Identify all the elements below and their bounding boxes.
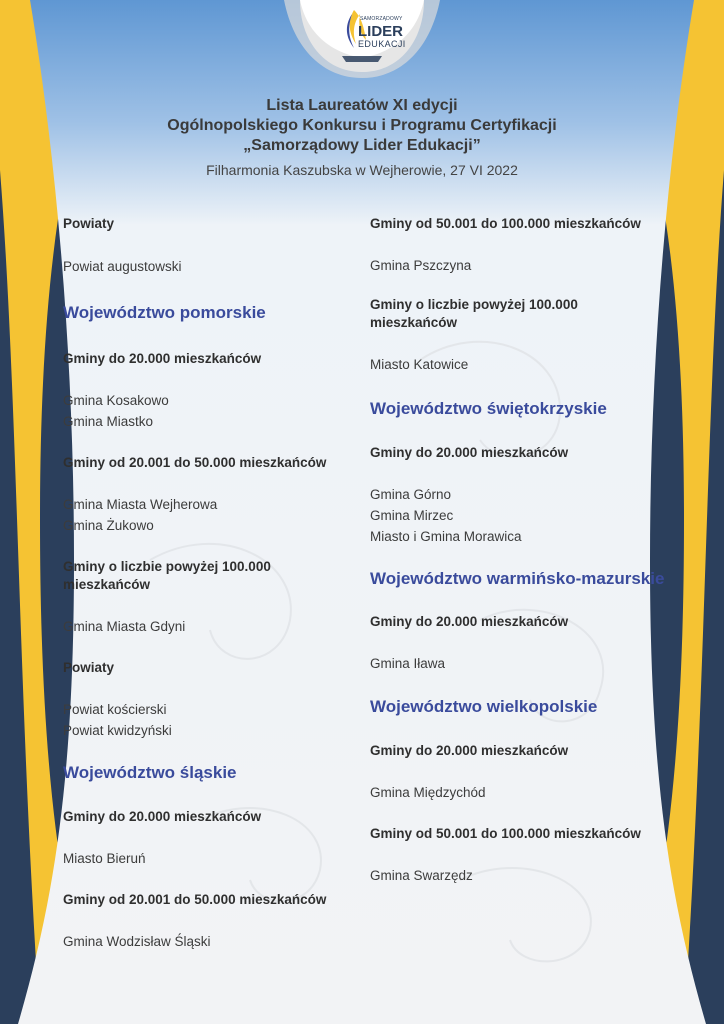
- laureate-item: Gmina Iława: [370, 656, 446, 671]
- laureate-item: Miasto Bieruń: [63, 851, 146, 866]
- laureate-item: Gmina Swarzędz: [370, 868, 473, 883]
- region-heading: Województwo warmińsko-mazurskie: [370, 569, 665, 588]
- laureate-item: Gmina Pszczyna: [370, 258, 472, 273]
- category-heading: Gminy o liczbie powyżej 100.000: [63, 559, 271, 574]
- category-heading: Gminy do 20.000 mieszkańców: [63, 809, 262, 824]
- laureate-item: Miasto i Gmina Morawica: [370, 529, 522, 544]
- laureate-item: Gmina Miasta Gdyni: [63, 619, 186, 634]
- logo-text-sub: EDUKACJI: [358, 39, 406, 49]
- category-heading: Gminy do 20.000 mieszkańców: [370, 743, 569, 758]
- category-heading: Gminy do 20.000 mieszkańców: [370, 614, 569, 629]
- category-heading: Gminy o liczbie powyżej 100.000: [370, 297, 578, 312]
- title-line-2: Ogólnopolskiego Konkursu i Programu Certyfikacji: [167, 117, 557, 134]
- category-heading: mieszkańców: [370, 315, 458, 330]
- category-heading: Gminy do 20.000 mieszkańców: [63, 351, 262, 366]
- title-line-3: „Samorządowy Lider Edukacji”: [243, 137, 481, 154]
- logo-text-main: LIDER: [358, 23, 403, 40]
- subtitle: Filharmonia Kaszubska w Wejherowie, 27 VI 2022: [206, 162, 518, 178]
- laureate-item: Gmina Mirzec: [370, 508, 454, 523]
- category-heading: Gminy od 50.001 do 100.000 mieszkańców: [370, 826, 641, 841]
- laureate-item: Gmina Wodzisław Śląski: [63, 934, 211, 949]
- laureate-item: Powiat augustowski: [63, 259, 182, 274]
- left-column: [63, 215, 363, 952]
- title-line-1: Lista Laureatów XI edycji: [266, 97, 458, 114]
- category-heading: Powiaty: [63, 216, 115, 231]
- category-heading: mieszkańców: [63, 577, 151, 592]
- laureate-item: Gmina Międzychód: [370, 785, 486, 800]
- region-heading: Województwo świętokrzyskie: [370, 399, 607, 418]
- region-heading: Województwo śląskie: [63, 763, 237, 782]
- region-heading: Województwo pomorskie: [63, 303, 266, 322]
- laureate-item: Powiat kościerski: [63, 702, 167, 717]
- right-column: [370, 215, 670, 886]
- laureate-item: Gmina Miastko: [63, 414, 154, 429]
- laureate-item: Gmina Górno: [370, 487, 452, 502]
- category-heading: Gminy do 20.000 mieszkańców: [370, 445, 569, 460]
- category-heading: Gminy od 50.001 do 100.000 mieszkańców: [370, 216, 641, 231]
- category-heading: Gminy od 20.001 do 50.000 mieszkańców: [63, 892, 327, 907]
- laureate-item: Powiat kwidzyński: [63, 723, 172, 738]
- laureate-item: Gmina Miasta Wejherowa: [63, 497, 218, 512]
- region-heading: Województwo wielkopolskie: [370, 697, 598, 716]
- document-header: [112, 96, 612, 178]
- category-heading: Powiaty: [63, 660, 115, 675]
- laureate-item: Miasto Katowice: [370, 357, 469, 372]
- laureate-item: Gmina Kosakowo: [63, 393, 169, 408]
- logo-text-small: SAMORZĄDOWY: [360, 16, 403, 22]
- laureate-item: Gmina Żukowo: [63, 518, 154, 533]
- category-heading: Gminy od 20.001 do 50.000 mieszkańców: [63, 455, 327, 470]
- logo: [322, 4, 406, 68]
